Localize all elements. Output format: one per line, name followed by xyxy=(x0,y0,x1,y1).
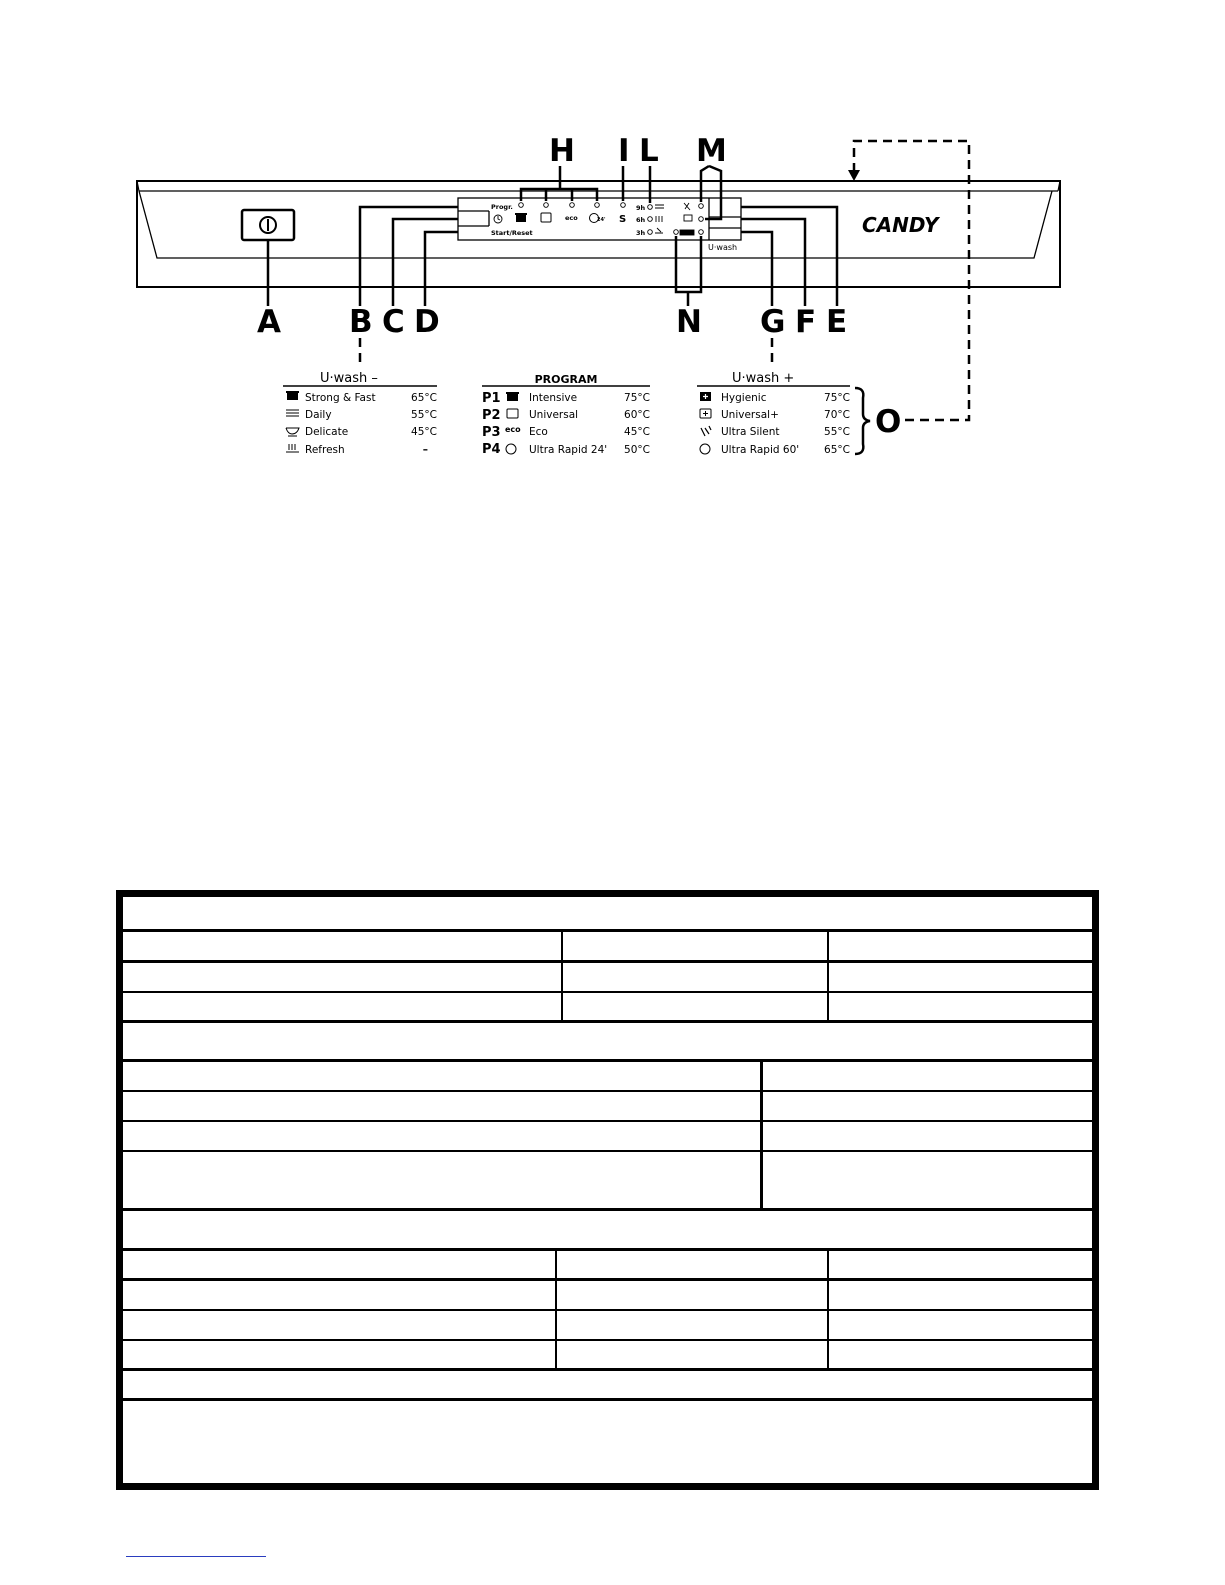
universal-icon xyxy=(507,409,518,418)
legend-uwash-plus xyxy=(697,371,850,456)
form-row xyxy=(123,993,1092,1023)
form-cell xyxy=(557,1311,829,1339)
legend-uwash-minus xyxy=(283,371,437,456)
callout-i: I xyxy=(618,133,630,169)
form-row xyxy=(123,1341,1092,1371)
form-cell xyxy=(563,993,829,1020)
legend-item-name: Eco xyxy=(529,426,548,438)
form-cell xyxy=(563,963,829,991)
form-row xyxy=(123,963,1092,993)
form-cell xyxy=(557,1341,829,1368)
callout-a: A xyxy=(257,304,281,340)
universal-plus-icon xyxy=(700,409,711,418)
callout-h: H xyxy=(549,133,575,169)
start-reset-label: Start/Reset xyxy=(491,229,533,237)
program-code: P2 xyxy=(482,408,501,423)
callout-n: N xyxy=(676,304,702,340)
half-load-led xyxy=(674,230,679,235)
hygienic-icon xyxy=(700,392,711,401)
form-cell xyxy=(123,1122,763,1150)
form-cell xyxy=(123,1092,763,1120)
footer-link-underline[interactable] xyxy=(126,1556,266,1557)
legend-uwash-minus-title: U·wash – xyxy=(320,371,378,386)
salt-icon: S xyxy=(619,214,627,225)
form-row xyxy=(123,1281,1092,1311)
rapid-panel-icon xyxy=(590,214,606,224)
legend-item-temp: 65°C xyxy=(824,444,850,456)
legend-item-name: Ultra Silent xyxy=(721,426,780,438)
legend-item-temp: 75°C xyxy=(624,392,650,404)
form-section-header xyxy=(123,1211,1092,1251)
delay-9h-led xyxy=(648,205,653,210)
program-code: P4 xyxy=(482,442,501,457)
program-led xyxy=(570,203,575,208)
legend-item-temp: 50°C xyxy=(624,444,650,456)
form-cell xyxy=(123,1152,763,1208)
callout-d: D xyxy=(414,304,440,340)
rapid-24-icon xyxy=(506,444,516,454)
svg-text:24': 24' xyxy=(597,217,606,223)
callout-m: M xyxy=(696,133,727,169)
form-cell xyxy=(557,1251,829,1278)
delay-9h-label: 9h xyxy=(636,204,646,212)
salt-led xyxy=(621,203,626,208)
legend-item-name: Ultra Rapid 60' xyxy=(721,444,800,456)
form-row xyxy=(123,932,1092,963)
intensive-panel-icon xyxy=(515,213,527,222)
form-cell xyxy=(123,1311,557,1339)
legend-item-temp: 60°C xyxy=(624,409,650,421)
callout-b: B xyxy=(349,304,373,340)
legend-item-name: Delicate xyxy=(305,426,349,438)
legend-item-temp: 65°C xyxy=(411,392,437,404)
progr-label: Progr. xyxy=(491,203,513,211)
legend-item-temp: 75°C xyxy=(824,392,850,404)
form-cell xyxy=(123,1281,557,1309)
ultra-silent-icon xyxy=(701,426,711,436)
left-buttons xyxy=(458,211,489,226)
legend-item-name: Ultra Rapid 24' xyxy=(529,444,608,456)
brace xyxy=(855,388,870,454)
arrow-head xyxy=(848,170,860,181)
delicate-icon xyxy=(286,428,299,436)
form-cell xyxy=(123,963,563,991)
legend-item-temp: 55°C xyxy=(824,426,850,438)
delay-6h-label: 6h xyxy=(636,216,646,224)
legend-item-name: Refresh xyxy=(305,444,345,456)
program-led xyxy=(519,203,524,208)
legend-program xyxy=(482,373,650,457)
uwash-panel-label: U·wash xyxy=(708,243,738,252)
delay-3h-led xyxy=(648,230,653,235)
form-cell xyxy=(123,1251,557,1278)
delay-3h-label: 3h xyxy=(636,229,646,237)
eco-icon: eco xyxy=(505,425,521,434)
form-row xyxy=(123,1251,1092,1281)
dashed-links xyxy=(360,141,969,420)
form-section-header xyxy=(123,1023,1092,1062)
callout-g: G xyxy=(760,304,786,340)
form-row xyxy=(123,1062,1092,1092)
callout-c: C xyxy=(382,304,405,340)
legend-item-name: Strong & Fast xyxy=(305,392,376,404)
strong-fast-icon xyxy=(286,391,299,400)
form-cell xyxy=(123,993,563,1020)
delay-6h-led xyxy=(648,217,653,222)
brand-logo: CANDY xyxy=(862,213,939,237)
option-led xyxy=(699,204,704,209)
form-cell xyxy=(123,1341,557,1368)
form-row xyxy=(123,1092,1092,1122)
daily-icon xyxy=(286,410,299,416)
callout-e: E xyxy=(826,304,848,340)
callout-l: L xyxy=(639,133,659,169)
rapid-60-icon xyxy=(700,444,710,454)
form-cell xyxy=(563,932,829,960)
form-row xyxy=(123,1311,1092,1341)
universal-panel-icon xyxy=(541,213,551,222)
form-row xyxy=(123,1122,1092,1152)
legend-item-temp: 45°C xyxy=(411,426,437,438)
legend-item-name: Universal xyxy=(529,409,579,421)
legend-program-title: PROGRAM xyxy=(534,373,598,386)
program-led xyxy=(595,203,600,208)
form-row xyxy=(123,1371,1092,1401)
eco-panel-icon: eco xyxy=(565,214,578,222)
legend-item-name: Universal+ xyxy=(721,409,779,421)
form-row xyxy=(123,1401,1092,1483)
intensive-icon xyxy=(506,392,519,401)
callout-o: O xyxy=(875,404,902,440)
empty-form-table xyxy=(116,890,1099,1490)
legend-item-temp: – xyxy=(422,444,428,456)
form-cell xyxy=(123,932,563,960)
power-button[interactable] xyxy=(242,210,294,240)
legend-item-name: Intensive xyxy=(529,392,578,404)
clock-icon xyxy=(494,215,502,223)
legend-item-temp: 45°C xyxy=(624,426,650,438)
legend-item-name: Daily xyxy=(305,409,332,421)
refresh-icon xyxy=(286,444,299,452)
form-row xyxy=(123,1152,1092,1211)
legend-item-name: Hygienic xyxy=(721,392,767,404)
form-cell xyxy=(557,1281,829,1309)
legend-item-temp: 70°C xyxy=(824,409,850,421)
program-code: P3 xyxy=(482,425,501,440)
legend-uwash-plus-title: U·wash + xyxy=(732,371,795,386)
legend-item-temp: 55°C xyxy=(411,409,437,421)
option-led xyxy=(699,217,704,222)
form-section-header xyxy=(123,897,1092,932)
program-led xyxy=(544,203,549,208)
callout-f: F xyxy=(795,304,817,340)
form-cell xyxy=(123,1062,763,1090)
option-led xyxy=(699,230,704,235)
program-code: P1 xyxy=(482,391,501,406)
leader-lines xyxy=(268,166,837,306)
